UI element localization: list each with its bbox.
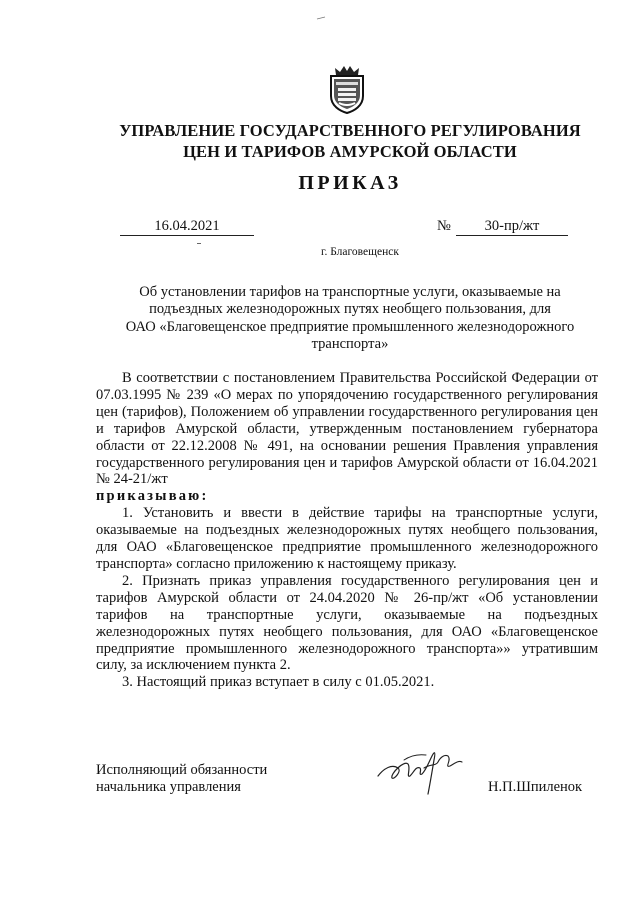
order-item-1: 1. Установить и ввести в действие тарифы на транспортные услуги, оказываемые на подъездных железнодорожных путях необщего пользования, для ОАО «Благовещенское предприятие промышленного железнодорожного транспорта» согласно приложению к настоящему приказу. (96, 505, 598, 572)
document-title: ПРИКАЗ (298, 172, 402, 194)
preamble-paragraph: В соответствии с постановлением Правительства Российской Федерации от 07.03.1995 № 239 «О мерах по упорядочению государственного регулирования цен (тарифов), Положением об управлении государственного регулирования цен и тарифов Амурской области, утвержденным постановлением губернатора области от 22.12.2008 № 491, на основании решения Правления управления государственного регулирования цен и тарифов Амурской области от 16.04.2021 № 24-21/жт (96, 370, 598, 488)
signatory-name: Н.П.Шпиленок (488, 779, 583, 795)
order-number: 30-пр/жт (484, 218, 540, 234)
order-item-3: 3. Настоящий приказ вступает в силу с 01.05.2021. (122, 674, 435, 691)
order-item-2: 2. Признать приказ управления государственного регулирования цен и тарифов Амурской области от 24.04.2020 № 26-пр/жт «Об установлении тарифов на транспортные услуги, оказываемые на подъездных железнодорожных путях необщего пользования, для ОАО «Благовещенское предприятие промышленного железнодорожного транспорта»» утратившим силу, за исключением пункта 2. (96, 572, 598, 674)
scan-mark-small (197, 243, 201, 244)
subject-line: ОАО «Благовещенское предприятие промышленного железнодорожного (125, 318, 575, 335)
subject-line: подъездных железнодорожных путях необщего пользования, для (149, 301, 551, 318)
coat-of-arms-icon (326, 62, 368, 114)
organization-name-line1: УПРАВЛЕНИЕ ГОСУДАРСТВЕННОГО РЕГУЛИРОВАНИЯ (119, 121, 581, 140)
number-underline (456, 235, 568, 236)
number-sign: № (437, 218, 451, 234)
subject-line: транспорта» (311, 335, 389, 352)
position-line: Исполняющий обязанности (96, 762, 268, 778)
handwritten-signature (374, 738, 470, 798)
position-line: начальника управления (96, 779, 241, 796)
order-date: 16.04.2021 (154, 218, 220, 234)
subject-line: Об установлении тарифов на транспортные услуги, оказываемые на (139, 284, 561, 300)
date-underline (120, 235, 254, 236)
organization-name-line2: ЦЕН И ТАРИФОВ АМУРСКОЙ ОБЛАСТИ (183, 142, 517, 161)
city: г. Благовещенск (321, 246, 399, 258)
orders-word: приказываю: (96, 488, 209, 505)
signatory-position (96, 762, 267, 797)
scan-mark (316, 16, 326, 20)
order-body (96, 370, 598, 691)
order-subject (110, 284, 590, 353)
